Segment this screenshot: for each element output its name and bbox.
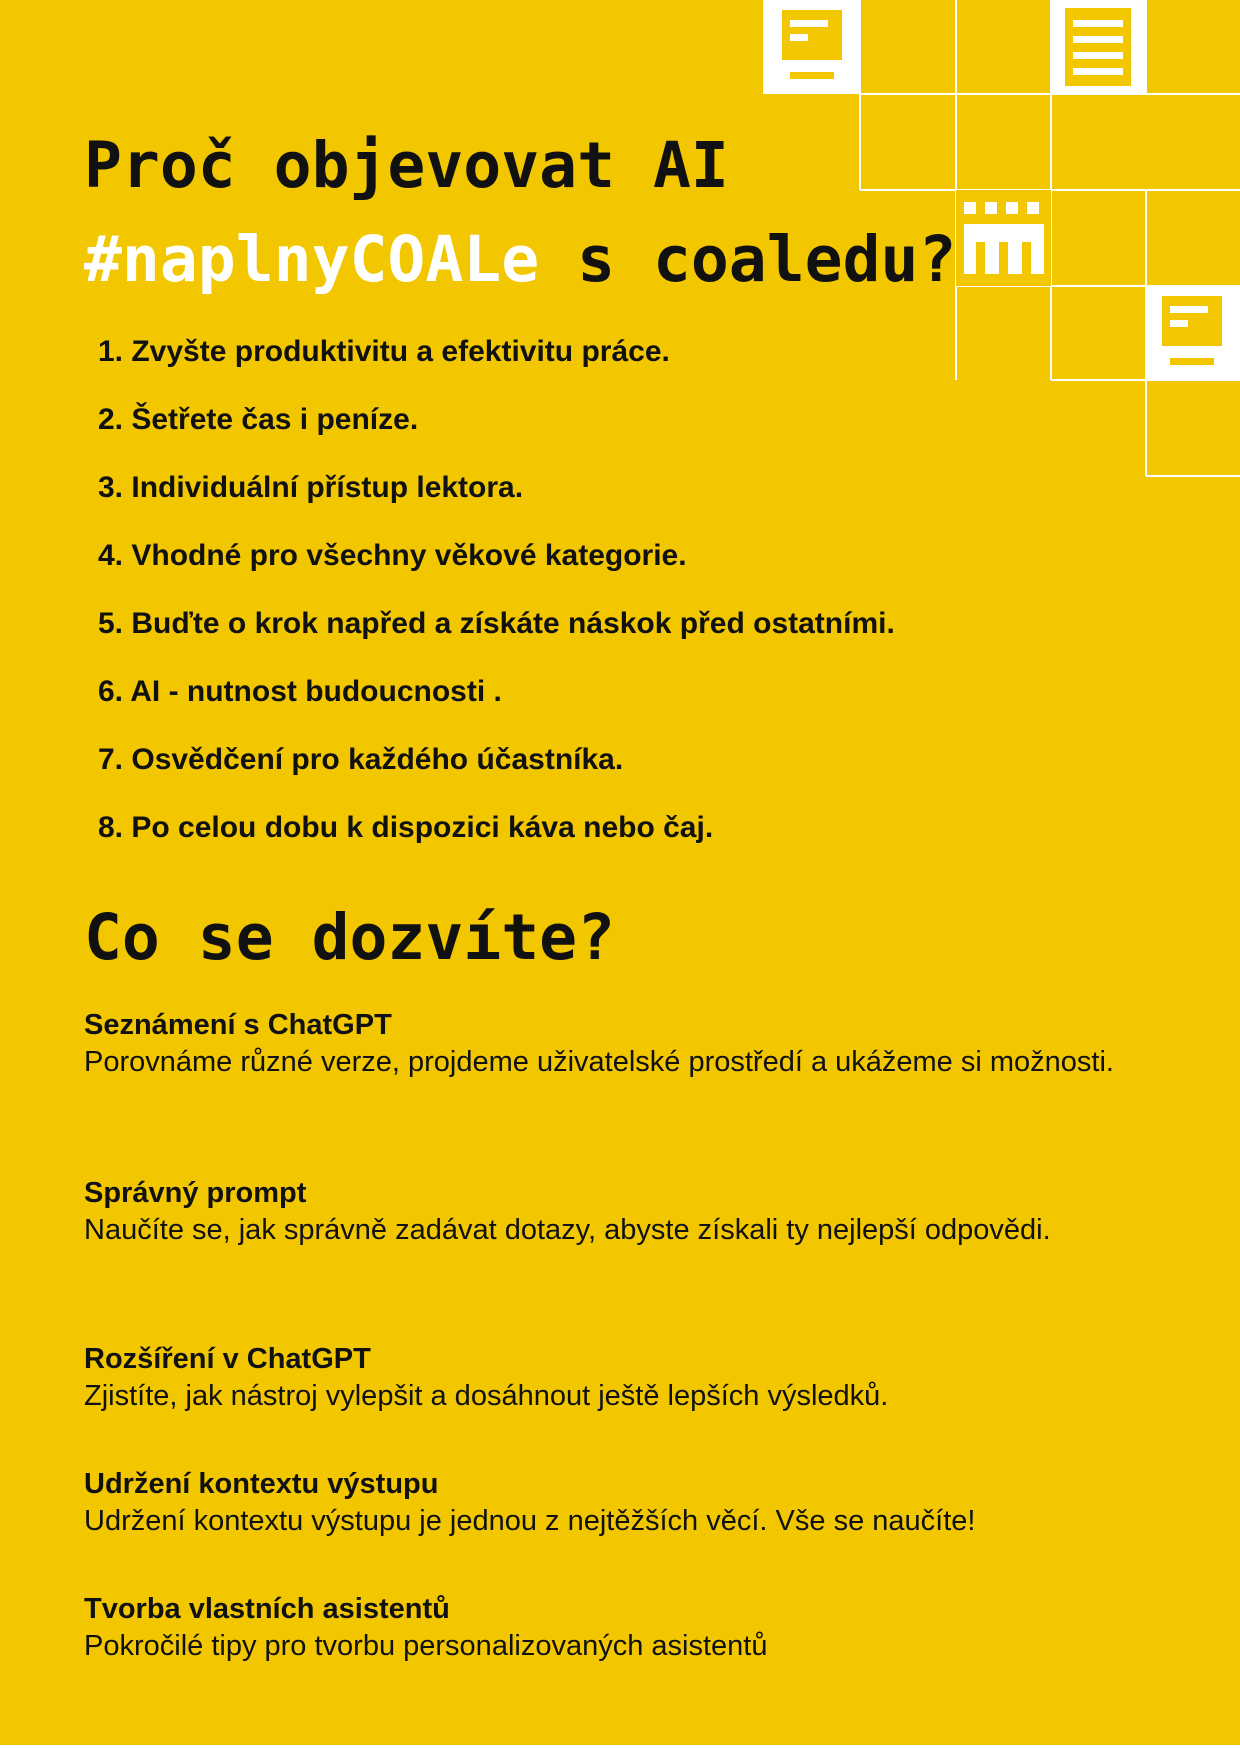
topic-description: Pokročilé tipy pro tvorbu personalizovaných asistentů	[84, 1630, 768, 1662]
benefit-item: 6. AI - nutnost budoucnosti .	[98, 675, 502, 708]
topic-item	[84, 1007, 1166, 1175]
hashtag: #naplnyCOALe	[84, 223, 540, 296]
benefit-item: 2. Šetřete čas i peníze.	[98, 403, 419, 436]
title-rest: s coaledu?	[539, 223, 957, 296]
topic-title: Seznámení s ChatGPT	[84, 1009, 392, 1041]
topic-item	[84, 1341, 1166, 1466]
topics-list	[84, 1007, 1166, 1671]
benefit-item: 1. Zvyšte produktivitu a efektivitu práce.	[98, 335, 670, 368]
topic-description: Naučíte se, jak správně zadávat dotazy, abyste získali ty nejlepší odpovědi.	[84, 1214, 1051, 1246]
list-icon	[1051, 0, 1146, 94]
topic-title: Tvorba vlastních asistentů	[84, 1593, 450, 1625]
document-icon	[1146, 286, 1240, 380]
benefit-item: 3. Individuální přístup lektora.	[98, 471, 524, 504]
page-title: Proč objevovat AI	[84, 129, 729, 202]
topic-item	[84, 1175, 1166, 1341]
topic-title: Správný prompt	[84, 1177, 307, 1209]
benefit-item: 5. Buďte o krok napřed a získáte náskok před ostatními.	[98, 607, 895, 640]
benefit-item: 7. Osvědčení pro každého účastníka.	[98, 743, 624, 776]
topic-title: Rozšíření v ChatGPT	[84, 1343, 371, 1375]
benefit-item: 8. Po celou dobu k dispozici káva nebo čaj.	[98, 811, 714, 844]
topic-title: Udržení kontextu výstupu	[84, 1468, 439, 1500]
page-title-line-2	[84, 223, 957, 296]
benefit-item: 4. Vhodné pro všechny věkové kategorie.	[98, 539, 687, 572]
topic-description: Porovnáme různé verze, projdeme uživatelské prostředí a ukážeme si možnosti.	[84, 1046, 1114, 1078]
topic-description: Zjistíte, jak nástroj vylepšit a dosáhnout ještě lepších výsledků.	[84, 1380, 889, 1412]
building-icon	[956, 190, 1051, 286]
section-heading: Co se dozvíte?	[84, 901, 616, 974]
topic-item	[84, 1466, 1166, 1591]
topic-item	[84, 1591, 1166, 1671]
benefits-list	[98, 334, 895, 878]
document-icon	[764, 0, 860, 94]
topic-description: Udržení kontextu výstupu je jednou z nejtěžších věcí. Vše se naučíte!	[84, 1505, 976, 1537]
